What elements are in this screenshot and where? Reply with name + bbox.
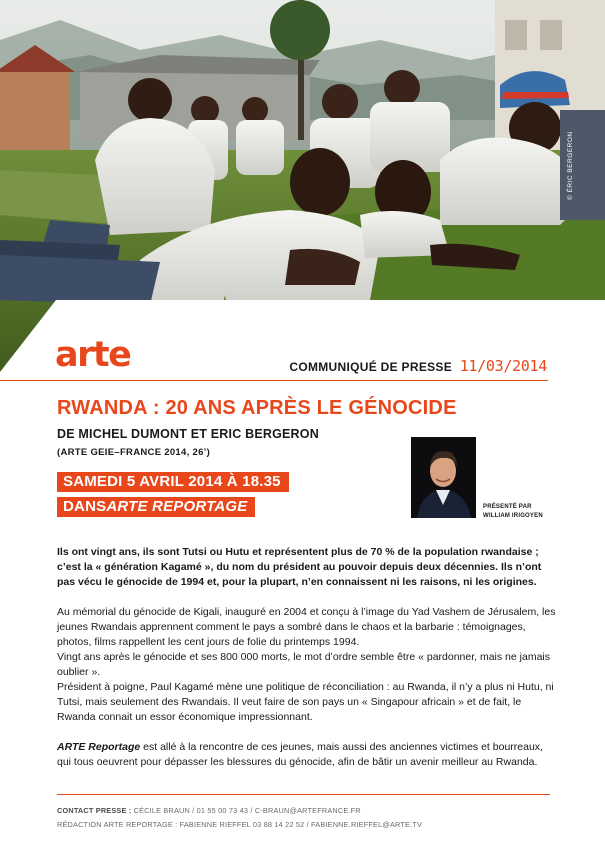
body-paragraph-1: Au mémorial du génocide de Kigali, inauguré en 2004 et conçu à l’image du Yad Vashem de Jérusalem, les jeunes Rwandais apprennent comment le pays a sombré dans le chaos et la barbarie : témoignages, photos, films rappellent les cent jours de folie du printemps 1994. bbox=[57, 606, 556, 648]
broadcast-date-badge: SAMEDI 5 AVRIL 2014 À 18.35 bbox=[57, 472, 289, 492]
outro-text: est allé à la rencontre de ces jeunes, mais aussi des anciennes victimes et bourreaux, qui tous oeuvrent pour dépasser les blessures du génocide, afin de bâtir un avenir meilleur au Rwanda. bbox=[57, 741, 543, 768]
press-contact-text: CÉCILE BRAUN / 01 55 00 73 43 / C-BRAUN@ARTEFRANCE.FR bbox=[131, 806, 361, 815]
redaction-contact: RÉDACTION ARTE REPORTAGE : FABIENNE RIEFFEL 03 88 14 22 52 / FABIENNE.RIEFFEL@ARTE.TV bbox=[57, 820, 423, 829]
press-date: 11/03/2014 bbox=[459, 357, 547, 375]
presenter-caption bbox=[483, 503, 543, 521]
lead-paragraph: Ils ont vingt ans, ils sont Tutsi ou Hutu et représentent plus de 70 % de la population rwandaise ; c’est la « génération Kagamé », du nom du président au pouvoir depuis deux décennies. Ils n’ont pas vécu le génocide de 1994 et, pour la plupart, n’en connaissent ni les raisons, ni les origines. bbox=[57, 546, 542, 588]
footer-divider bbox=[57, 794, 550, 795]
body-paragraph-2: Vingt ans après le génocide et ses 800 000 morts, le mot d’ordre semble être « pardonner, mais ne jamais oublier ». bbox=[57, 651, 550, 678]
presenter-name: WILLIAM IRIGOYEN bbox=[483, 513, 543, 519]
header-divider bbox=[0, 380, 548, 381]
press-label: COMMUNIQUÉ DE PRESSE bbox=[289, 360, 453, 374]
outro-program: ARTE Reportage bbox=[57, 741, 141, 753]
article-body bbox=[57, 545, 557, 770]
broadcast-program: ARTE REPORTAGE bbox=[106, 498, 248, 515]
arte-logo: arte bbox=[55, 335, 131, 375]
presenter-photo bbox=[411, 437, 476, 518]
press-contact bbox=[57, 804, 422, 818]
press-release-line bbox=[289, 357, 547, 375]
broadcast-info bbox=[57, 472, 289, 522]
press-contact-label: CONTACT PRESSE : bbox=[57, 806, 132, 815]
authors-line: DE MICHEL DUMONT ET ERIC BERGERON bbox=[57, 427, 319, 441]
broadcast-program-badge bbox=[57, 497, 255, 517]
footer-contacts bbox=[57, 804, 422, 832]
page-title: RWANDA : 20 ANS APRÈS LE GÉNOCIDE bbox=[57, 397, 457, 419]
hero-photo bbox=[0, 0, 605, 380]
hero-photo-illustration bbox=[0, 0, 605, 380]
presenter-illustration bbox=[411, 437, 476, 518]
photo-credit: © ÉRIC BERGERON bbox=[567, 131, 574, 200]
outro-paragraph bbox=[57, 740, 557, 770]
presenter-caption-label: PRÉSENTÉ PAR bbox=[483, 504, 532, 510]
body-paragraph-3: Président à poigne, Paul Kagamé mène une politique de réconciliation : au Rwanda, il n’y a plus ni Hutu, ni Tutsi, mais seulement des Rwandais. Il veut faire de son pays un « Singapour africain » et de fait, le Rwanda connait un essor économique impressionnant. bbox=[57, 681, 554, 723]
broadcast-prefix: DANS bbox=[63, 498, 107, 515]
production-line: (ARTE GEIE–FRANCE 2014, 26’) bbox=[57, 447, 211, 458]
